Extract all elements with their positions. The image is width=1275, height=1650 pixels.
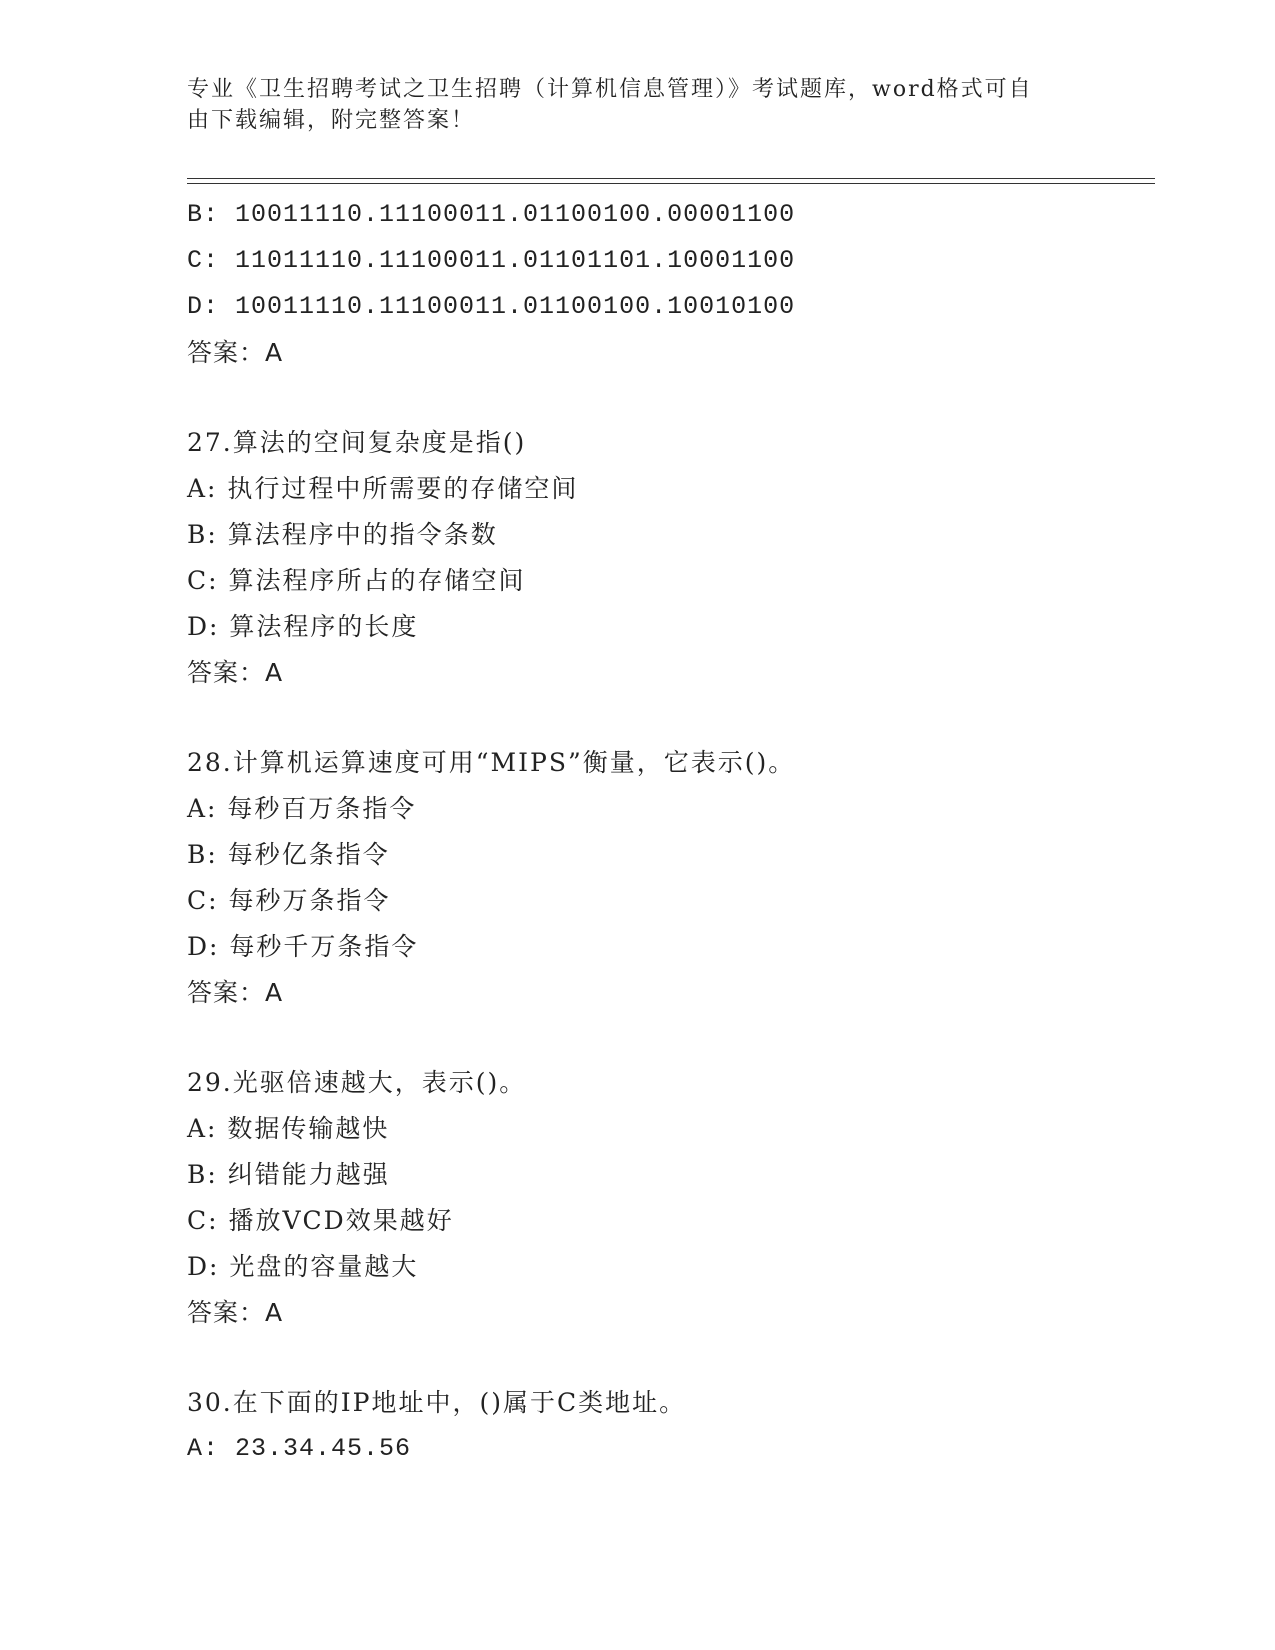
spacer <box>187 1016 1155 1060</box>
option-c: C: 11011110.11100011.01101101.10001100 <box>187 246 796 275</box>
option-b: B: 每秒亿条指令 <box>187 840 390 869</box>
option-d: D: 10011110.11100011.01100100.10010100 <box>187 292 796 321</box>
option-b: B: 纠错能力越强 <box>187 1160 390 1189</box>
header-line-2: 由下载编辑，附完整答案！ <box>187 108 476 133</box>
option-b: B: 算法程序中的指令条数 <box>187 520 498 549</box>
question-stem: 28.计算机运算速度可用“MIPS”衡量，它表示()。 <box>187 748 796 777</box>
question-26-remainder <box>187 192 1155 376</box>
answer: 答案：A <box>187 658 284 687</box>
option-d: D: 算法程序的长度 <box>187 612 419 641</box>
question-list <box>187 192 1155 1472</box>
answer: 答案：A <box>187 338 284 367</box>
answer: 答案：A <box>187 1298 284 1327</box>
option-a: A: 执行过程中所需要的存储空间 <box>187 474 579 503</box>
question-stem: 29.光驱倍速越大，表示()。 <box>187 1068 527 1097</box>
option-a: A: 每秒百万条指令 <box>187 794 417 823</box>
document-header <box>187 74 1067 136</box>
question-30 <box>187 1380 1155 1472</box>
spacer <box>187 696 1155 740</box>
spacer <box>187 376 1155 420</box>
option-b: B: 10011110.11100011.01100100.00001100 <box>187 200 796 229</box>
question-28 <box>187 740 1155 1016</box>
question-stem: 27.算法的空间复杂度是指() <box>187 428 527 457</box>
option-c: C: 每秒万条指令 <box>187 886 391 915</box>
option-a: A: 数据传输越快 <box>187 1114 390 1143</box>
question-29 <box>187 1060 1155 1336</box>
question-27 <box>187 420 1155 696</box>
question-stem: 30.在下面的IP地址中，()属于C类地址。 <box>187 1388 687 1417</box>
header-divider-top <box>187 178 1155 179</box>
header-divider-bottom <box>187 183 1155 184</box>
option-c: C: 播放VCD效果越好 <box>187 1206 454 1235</box>
option-d: D: 每秒千万条指令 <box>187 932 419 961</box>
option-a: A: 23.34.45.56 <box>187 1434 412 1463</box>
answer: 答案：A <box>187 978 284 1007</box>
option-c: C: 算法程序所占的存储空间 <box>187 566 526 595</box>
spacer <box>187 1336 1155 1380</box>
header-line-1: 专业《卫生招聘考试之卫生招聘（计算机信息管理）》考试题库，word格式可自 <box>187 77 1033 102</box>
option-d: D: 光盘的容量越大 <box>187 1252 419 1281</box>
